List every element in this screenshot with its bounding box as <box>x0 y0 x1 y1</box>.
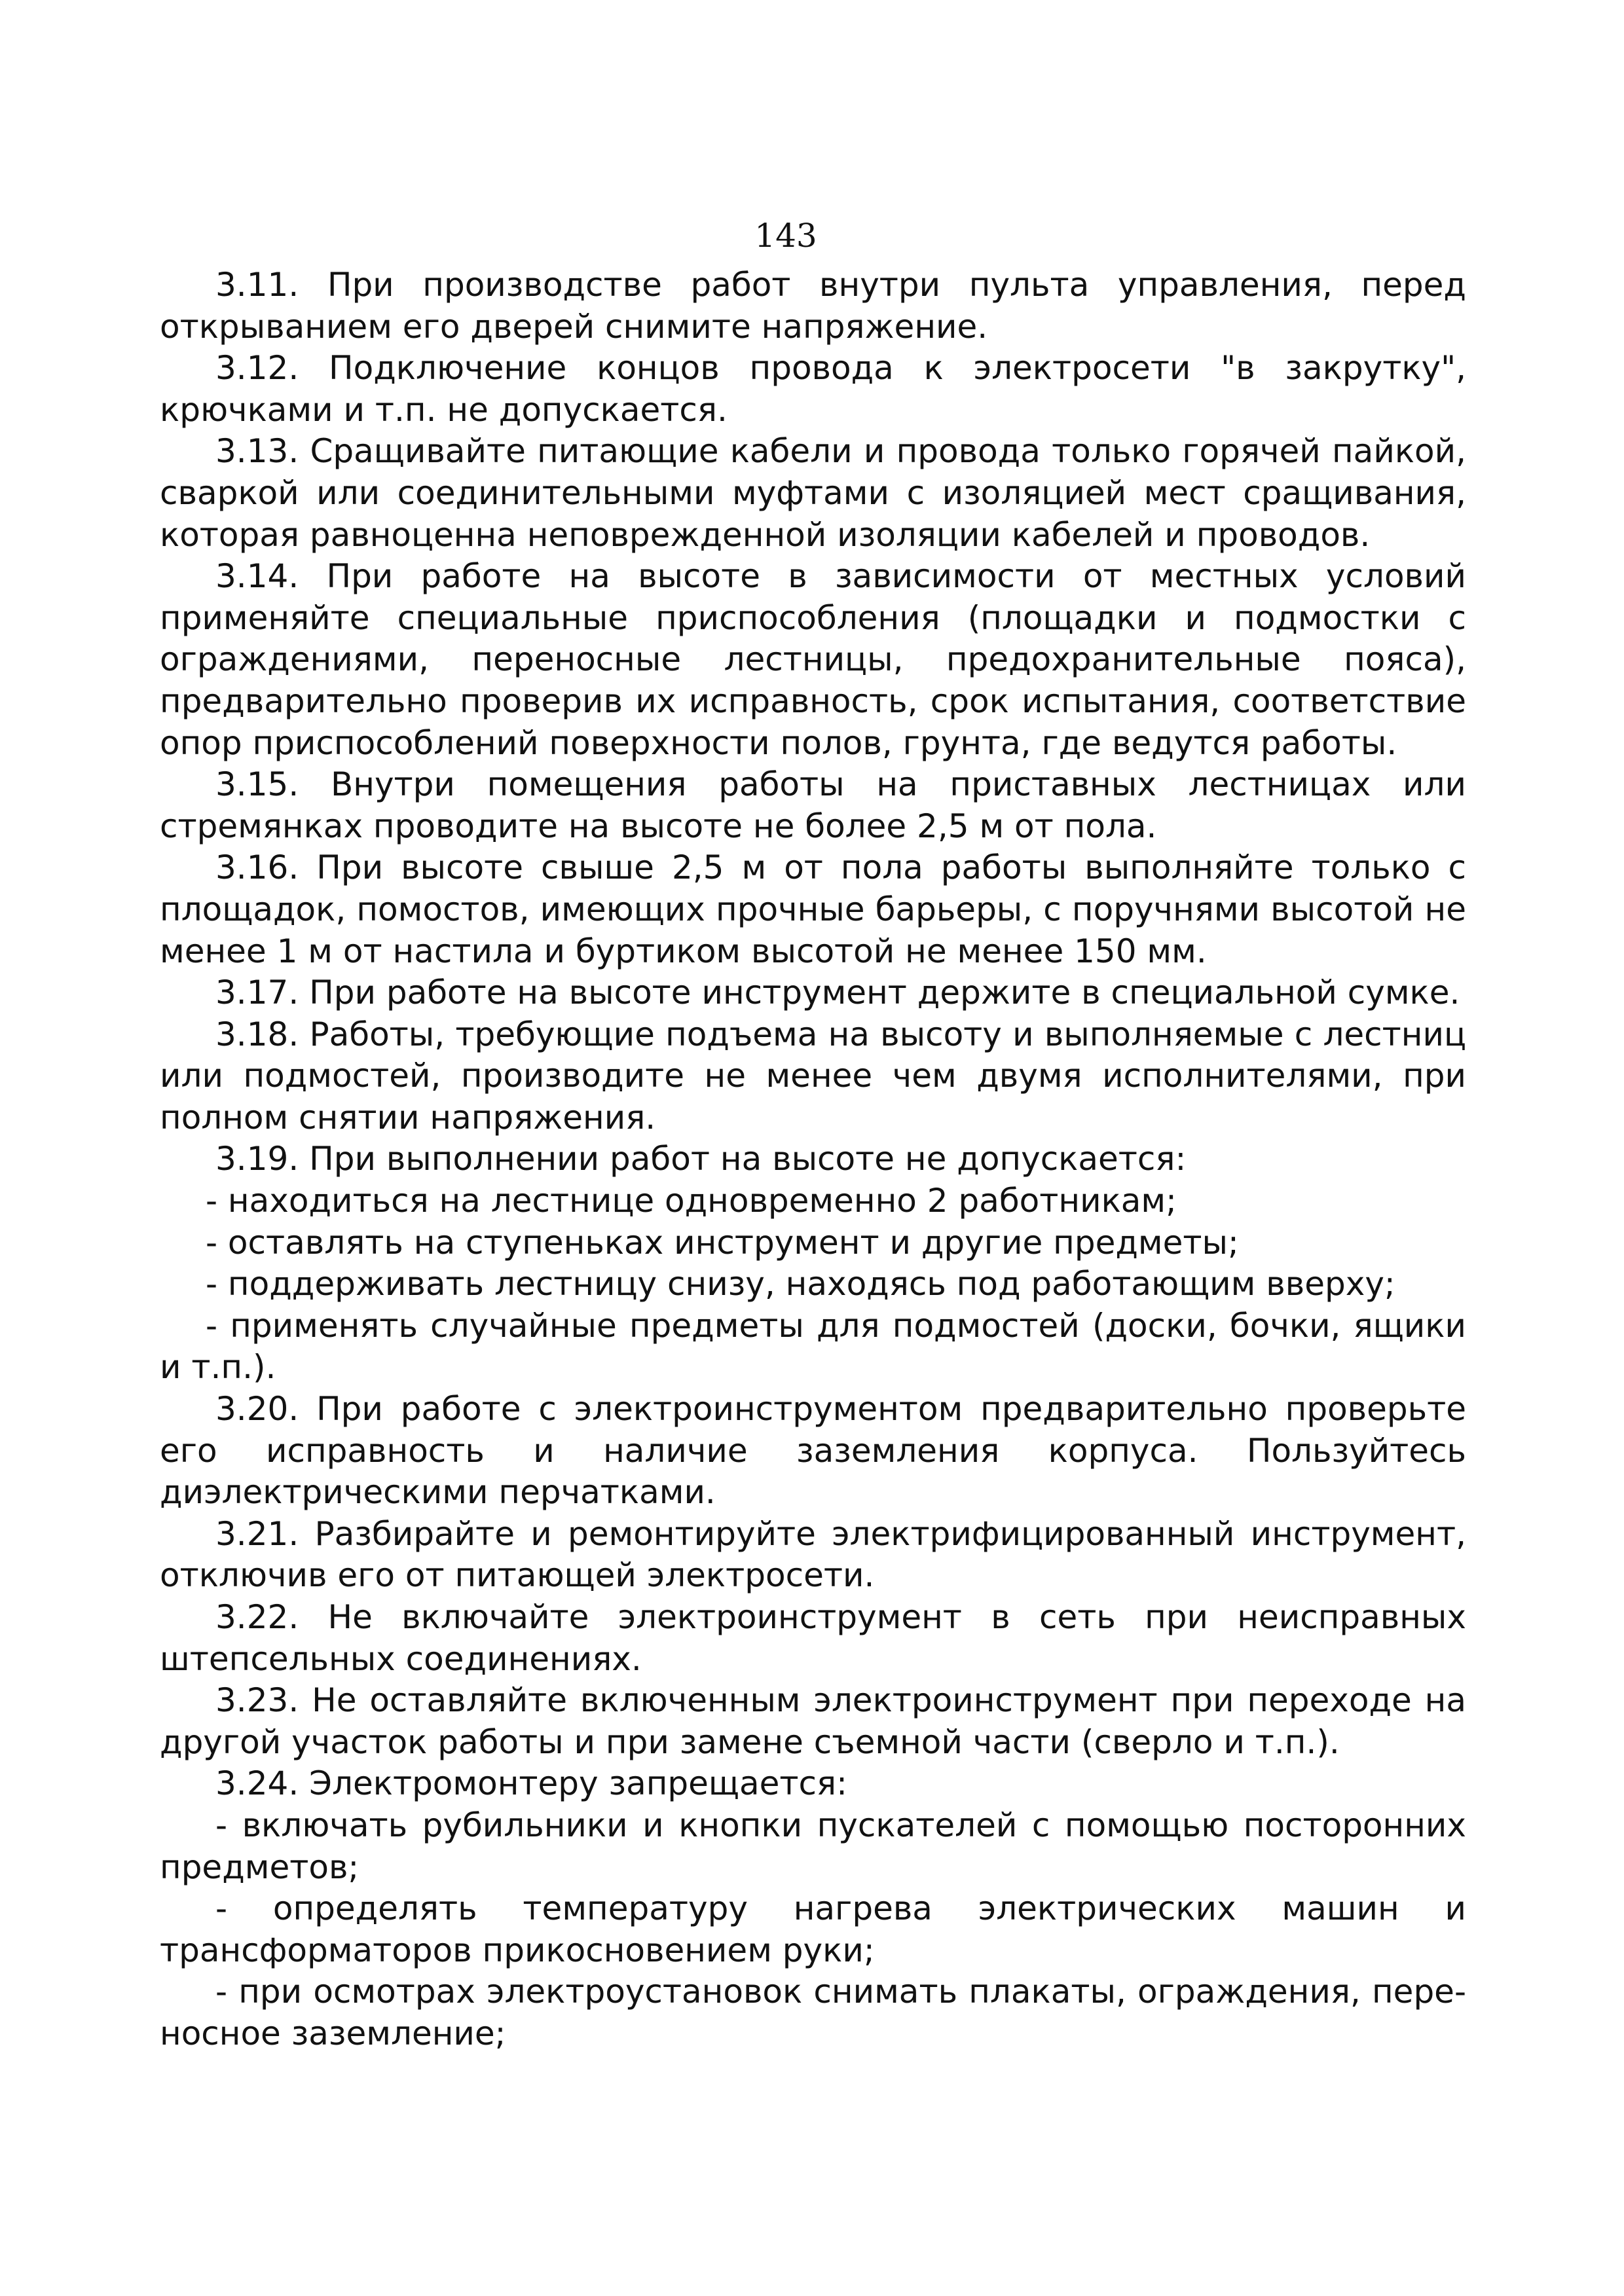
list-item-3-19-a: - находиться на лестнице одновременно 2 работникам; <box>206 1182 1177 1220</box>
paragraph-3-17: 3.17. При работе на высоте инструмент держите в специальной сумке. <box>215 974 1460 1012</box>
paragraph-3-21: 3.21. Разбирайте и ремонтируйте электрифицированный инструмент, отключив его от питающей электросети. <box>160 1514 1466 1595</box>
list-item-3-19-b: - оставлять на ступеньках инструмент и другие предметы; <box>206 1223 1239 1262</box>
list-item-3-24-b: - определять температуру нагрева электрических машин и трансформаторов прикосновением руки; <box>160 1889 1466 1969</box>
paragraph-3-19: 3.19. При выполнении работ на высоте не допускается: <box>215 1140 1187 1178</box>
paragraph-3-22: 3.22. Не включайте электроинструмент в сеть при неисправных штепсельных соединениях. <box>160 1598 1466 1678</box>
list-item-3-19-d: - применять случайные предметы для подмостей (доски, бочки, ящики и т.п.). <box>160 1306 1466 1387</box>
list-item-3-24-a: - включать рубильники и кнопки пускателей с помощью посторонних предметов; <box>160 1806 1466 1886</box>
paragraph-3-23: 3.23. Не оставляйте включенным электроинструмент при переходе на другой участок работы и при замене съемной части (сверло и т.п.). <box>160 1681 1466 1761</box>
paragraph-3-18: 3.18. Работы, требующие подъема на высоту и выполняемые с лестниц или подмостей, производите не менее чем двумя исполнителями, при полном снятии напряжения. <box>160 1015 1466 1137</box>
paragraph-3-14: 3.14. При работе на высоте в зависимости от местных условий применяйте специальные приспособления (площадки и подмостки с ограждениями, переносные лестницы, предохранительные пояса), предварительно проверив их исправность, срок испытания, соответствие опор приспособлений поверхности полов, грунта, где ведутся работы. <box>160 557 1466 762</box>
list-item-3-24-c: - при осмотрах электроустановок снимать плакаты, ограждения, переносное заземление; <box>160 1973 1466 2052</box>
paragraph-3-11: 3.11. При производстве работ внутри пульта управления, перед открыванием его дверей снимите напряжение. <box>160 266 1466 346</box>
paragraph-3-13: 3.13. Сращивайте питающие кабели и провода только горячей пайкой, сваркой или соединительными муфтами с изоляцией мест сращивания, которая равноценна неповрежденной изоляции кабелей и проводов. <box>160 432 1466 554</box>
paragraph-3-16: 3.16. При высоте свыше 2,5 м от пола работы выполняйте только с площадок, помостов, имеющих прочные барьеры, с поручнями высотой не менее 1 м от настила и буртиком высотой не менее 150 мм. <box>160 848 1466 970</box>
paragraph-3-12: 3.12. Подключение концов провода к электросети "в закрутку", крючками и т.п. не допускается. <box>160 349 1466 429</box>
paragraph-3-24: 3.24. Электромонтеру запрещается: <box>215 1764 847 1803</box>
page-number: 143 <box>754 217 817 255</box>
document-body <box>160 264 1466 2055</box>
paragraph-3-15: 3.15. Внутри помещения работы на приставных лестницах или стремянках проводите на высоте не более 2,5 м от пола. <box>160 765 1466 845</box>
paragraph-3-20: 3.20. При работе с электроинструментом предварительно проверьте его исправность и наличие заземления корпуса. Пользуйтесь диэлектрическими перчатками. <box>160 1390 1466 1512</box>
list-item-3-19-c: - поддерживать лестницу снизу, находясь под работающим вверху; <box>206 1265 1395 1303</box>
